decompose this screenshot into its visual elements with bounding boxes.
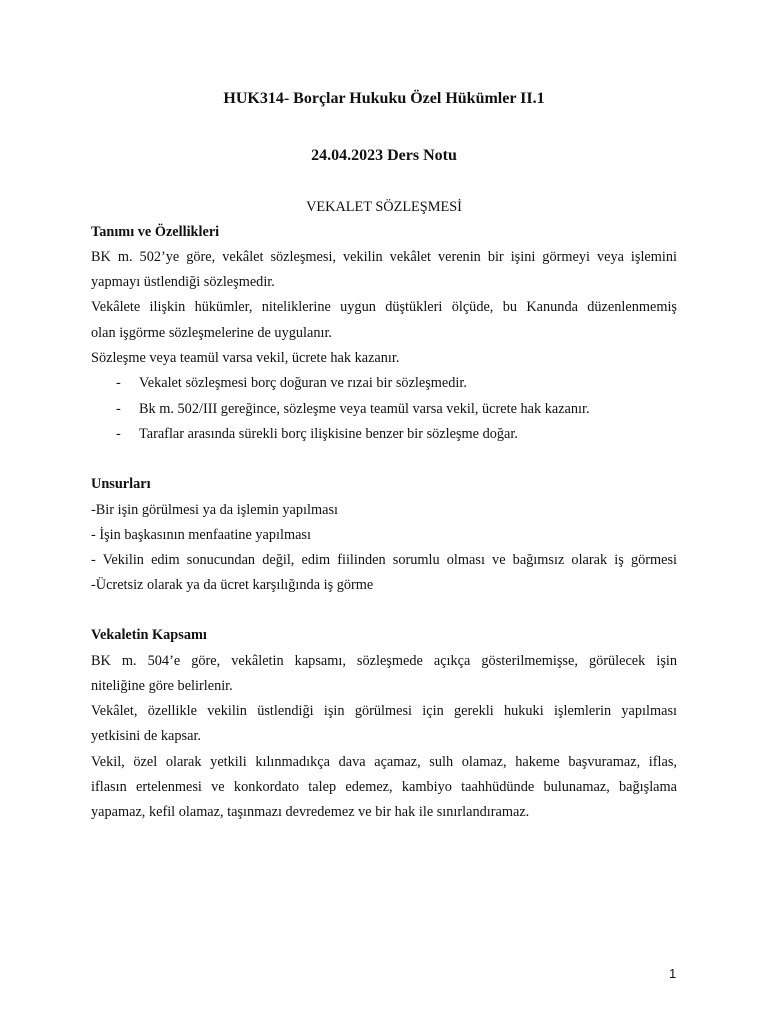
bullet-item: Taraflar arasında sürekli borç ilişkisine benzer bir sözleşme doğar. <box>139 426 518 442</box>
document-title: HUK314- Borçlar Hukuku Özel Hükümler II.1 <box>223 90 545 107</box>
paragraph-line: BK m. 504’e göre, vekâletin kapsamı, sözleşmede açıkça gösterilmemişse, görülecek işin <box>91 653 677 669</box>
paragraph-line: Vekil, özel olarak yetkili kılınmadıkça dava açamaz, sulh olamaz, hakeme başvuramaz, iflas, <box>91 754 677 770</box>
bullet-dash: - <box>116 375 121 391</box>
bullet-item: Bk m. 502/III gereğince, sözleşme veya teamül varsa vekil, ücrete hak kazanır. <box>139 401 590 417</box>
date-line: 24.04.2023 Ders Notu <box>311 147 457 164</box>
paragraph-line: yapamaz, kefil olamaz, taşınmazı devredemez ve bir hak ile sınırlandıramaz. <box>91 804 530 820</box>
paragraph-line: niteliğine göre belirlenir. <box>91 678 233 694</box>
bullet-dash: - <box>116 401 121 417</box>
list-item: - Vekilin edim sonucundan değil, edim fiilinden sorumlu olması ve bağımsız olarak iş görmesi <box>91 552 677 568</box>
paragraph-line: olan işgörme sözleşmelerine de uygulanır. <box>91 325 332 341</box>
section-title: VEKALET SÖZLEŞMESİ <box>306 199 462 215</box>
paragraph-line: Sözleşme veya teamül varsa vekil, ücrete hak kazanır. <box>91 350 400 366</box>
paragraph-line: Vekâlet, özellikle vekilin üstlendiği işin görülmesi için gerekli hukuki işlemlerin yapılması <box>91 703 677 719</box>
list-item: -Bir işin görülmesi ya da işlemin yapılması <box>91 502 338 518</box>
paragraph-line: Vekâlete ilişkin hükümler, niteliklerine uygun düştükleri ölçüde, bu Kanunda düzenlenmemiş <box>91 299 677 315</box>
paragraph-line: BK m. 502’ye göre, vekâlet sözleşmesi, vekilin vekâlet verenin bir işini görmeyi veya işlemini <box>91 249 677 265</box>
heading-tanim: Tanımı ve Özellikleri <box>91 224 220 240</box>
paragraph-line: yapmayı üstlendiği sözleşmedir. <box>91 274 275 290</box>
heading-unsurlar: Unsurları <box>91 476 151 492</box>
list-item: -Ücretsiz olarak ya da ücret karşılığında iş görme <box>91 577 374 593</box>
list-item: - İşin başkasının menfaatine yapılması <box>91 527 311 543</box>
heading-kapsam: Vekaletin Kapsamı <box>91 627 207 643</box>
paragraph-line: iflasın ertelenmesi ve konkordato talep edemez, kambiyo taahhüdünde bulunamaz, bağışlama <box>91 779 677 795</box>
bullet-item: Vekalet sözleşmesi borç doğuran ve rızai bir sözleşmedir. <box>139 375 467 391</box>
page-number: 1 <box>669 966 677 981</box>
bullet-dash: - <box>116 426 121 442</box>
paragraph-line: yetkisini de kapsar. <box>91 728 201 744</box>
